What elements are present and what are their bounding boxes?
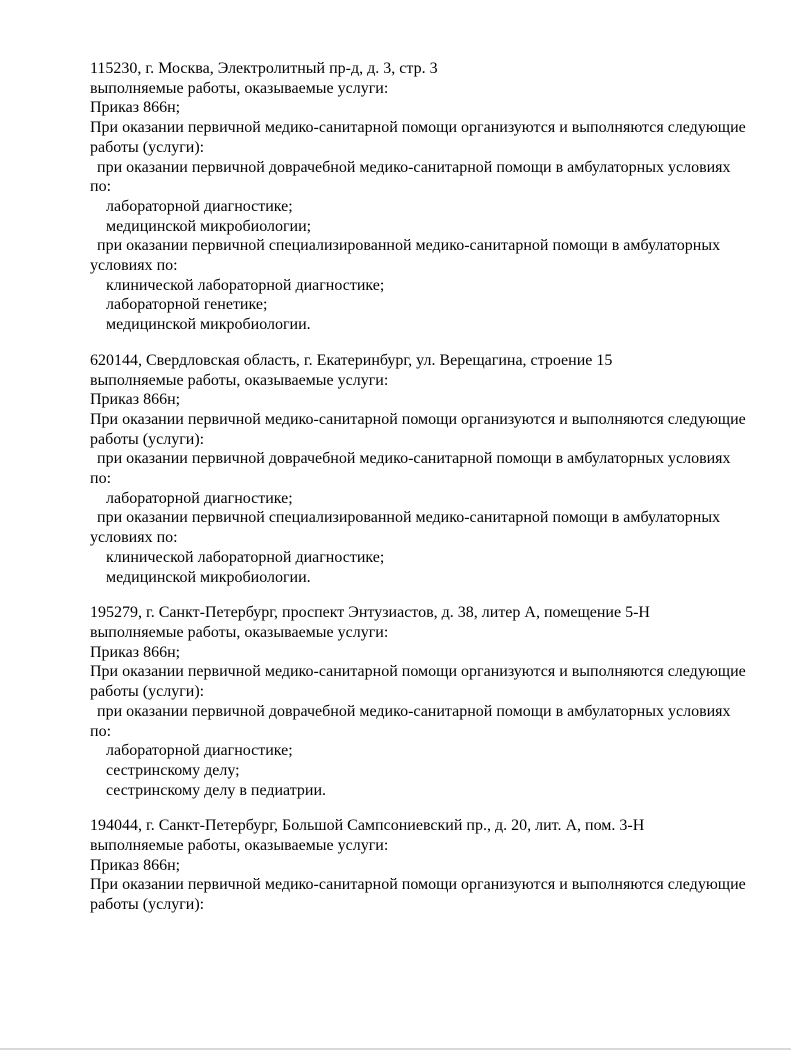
document-line: работы (услуги): (90, 138, 205, 156)
document-line: работы (услуги): (90, 896, 205, 914)
document-line: по: (90, 470, 112, 488)
address-line: 195279, г. Санкт-Петербург, проспект Энтузиастов, д. 38, литер А, помещение 5-Н (90, 604, 650, 622)
document-line: при оказании первичной доврачебной медико-санитарной помощи в амбулаторных условиях (97, 702, 731, 720)
document-line: Приказ 866н; (90, 391, 181, 409)
document-line: Приказ 866н; (90, 643, 181, 661)
document-line: При оказании первичной медико-санитарной помощи организуются и выполняются следующие (90, 119, 746, 137)
bottom-divider (0, 1048, 791, 1050)
document-line: При оказании первичной медико-санитарной помощи организуются и выполняются следующие (90, 410, 746, 428)
document-line: лабораторной генетике; (106, 296, 268, 314)
document-line: медицинской микробиологии. (106, 568, 311, 586)
document-line: при оказании первичной специализированной медико-санитарной помощи в амбулаторных (97, 509, 721, 527)
document-line: лабораторной диагностике; (106, 197, 293, 215)
document-line: лабораторной диагностике; (106, 489, 293, 507)
document-line: по: (90, 722, 112, 740)
document-line: Приказ 866н; (90, 856, 181, 874)
document-line: по: (90, 178, 112, 196)
document-line: Приказ 866н; (90, 99, 181, 117)
document-line: выполняемые работы, оказываемые услуги: (90, 837, 389, 855)
address-line: 115230, г. Москва, Электролитный пр-д, д. 3, стр. 3 (90, 60, 438, 77)
license-section (90, 603, 761, 800)
document-line: условиях по: (90, 257, 178, 275)
document-line: условиях по: (90, 529, 178, 547)
document-line: сестринскому делу; (106, 761, 240, 779)
document-line: работы (услуги): (90, 430, 205, 448)
license-section (90, 59, 761, 335)
document-line: при оказании первичной доврачебной медико-санитарной помощи в амбулаторных условиях (97, 450, 731, 468)
address-line: 620144, Свердловская область, г. Екатеринбург, ул. Верещагина, строение 15 (90, 351, 613, 369)
document-line: При оказании первичной медико-санитарной помощи организуются и выполняются следующие (90, 876, 746, 894)
license-section (90, 351, 761, 587)
document-line: при оказании первичной специализированной медико-санитарной помощи в амбулаторных (97, 237, 721, 255)
document-line: лабораторной диагностике; (106, 742, 293, 760)
document-line: выполняемые работы, оказываемые услуги: (90, 371, 389, 389)
document-line: клинической лабораторной диагностике; (106, 276, 385, 294)
document-line: медицинской микробиологии; (106, 217, 312, 235)
document-line: сестринскому делу в педиатрии. (106, 781, 327, 799)
address-line: 194044, г. Санкт-Петербург, Большой Сампсониевский пр., д. 20, лит. А, пом. 3-Н (90, 817, 645, 835)
document-line: при оказании первичной доврачебной медико-санитарной помощи в амбулаторных условиях (97, 158, 731, 176)
document-line: клинической лабораторной диагностике; (106, 548, 385, 566)
license-section (90, 816, 761, 915)
document-line: медицинской микробиологии. (106, 316, 311, 334)
document-line: работы (услуги): (90, 683, 205, 701)
document-line: При оказании первичной медико-санитарной помощи организуются и выполняются следующие (90, 663, 746, 681)
document-line: выполняемые работы, оказываемые услуги: (90, 79, 389, 97)
document-line: выполняемые работы, оказываемые услуги: (90, 623, 389, 641)
document-body (90, 59, 761, 915)
